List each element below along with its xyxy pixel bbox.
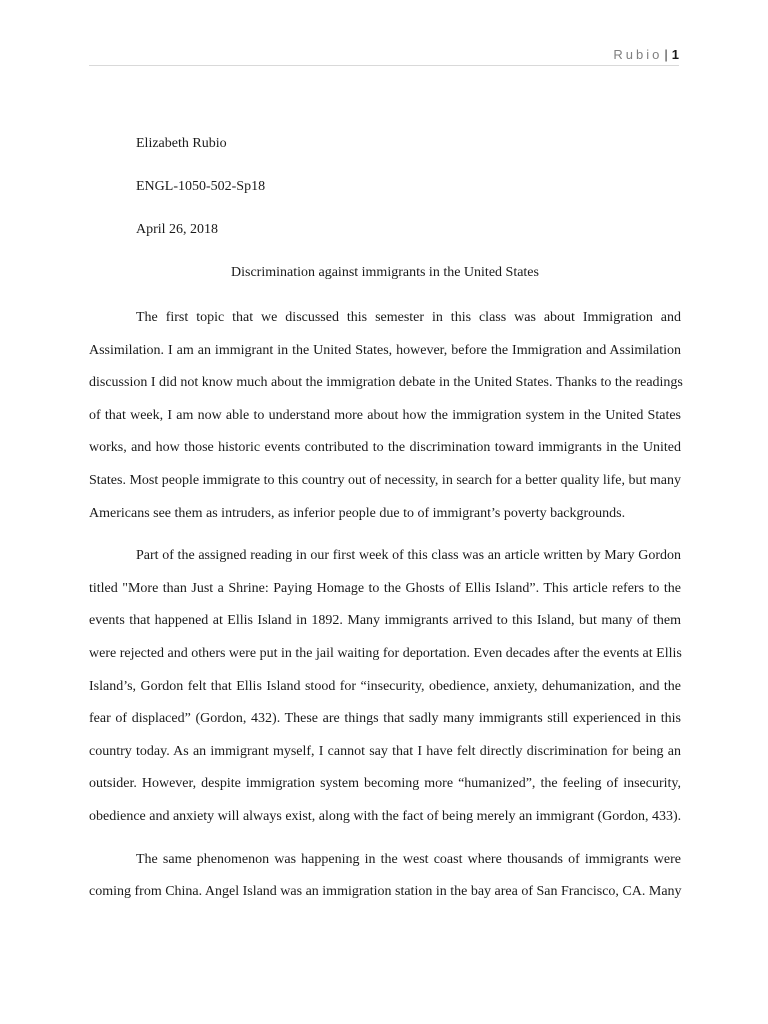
page-number: 1	[671, 47, 679, 62]
text-line: fear of displaced” (Gordon, 432). These are things that sadly many immigrants still experienced in this	[89, 711, 681, 727]
text-line: The first topic that we discussed this semester in this class was about Immigration and	[136, 310, 681, 325]
text-line: coming from China. Angel Island was an immigration station in the bay area of San Francisco, CA. Many	[89, 884, 682, 900]
essay-date: April 26, 2018	[136, 222, 219, 237]
text-line: country today. As an immigrant myself, I cannot say that I have felt directly discrimination for being an	[89, 743, 681, 759]
text-line: Island’s, Gordon felt that Ellis Island stood for “insecurity, obedience, anxiety, dehumanization, and the	[89, 678, 681, 694]
author-name: Elizabeth Rubio	[136, 136, 227, 151]
text-line: were rejected and others were put in the jail waiting for deportation. Even decades after the events at Ellis	[89, 645, 682, 661]
paragraph-3	[89, 844, 681, 909]
text-line: discussion I did not know much about the immigration debate in the United States. Thanks to the readings	[89, 375, 683, 391]
text-line: The same phenomenon was happening in the west coast where thousands of immigrants were	[136, 851, 681, 867]
document-body	[89, 130, 681, 919]
text-line: Part of the assigned reading in our first week of this class was an article written by Mary Gordon	[136, 548, 681, 564]
paragraph-1	[89, 302, 681, 530]
text-line: outsider. However, despite immigration system becoming more “humanized”, the feeling of insecurity,	[89, 776, 681, 792]
text-line: Assimilation. I am an immigrant in the United States, however, before the Immigration and Assimilation	[89, 342, 681, 358]
course-code: ENGL-1050-502-Sp18	[136, 179, 266, 194]
page-header	[613, 46, 679, 64]
header-author: Rubio	[613, 47, 663, 62]
text-line: of that week, I am now able to understand more about how the immigration system in the United States	[89, 407, 681, 423]
paragraph-2	[89, 540, 681, 833]
text-line: works, and how those historic events contributed to the discrimination toward immigrants in the United	[89, 440, 681, 456]
text-line: obedience and anxiety will always exist, along with the fact of being merely an immigrant (Gordon, 433).	[89, 808, 682, 824]
text-line: States. Most people immigrate to this country out of necessity, in search for a better quality life, but many	[89, 472, 682, 488]
header-separator: |	[664, 47, 668, 62]
header-rule	[89, 65, 679, 66]
text-line: titled "More than Just a Shrine: Paying Homage to the Ghosts of Ellis Island”. This article refers to the	[89, 580, 681, 596]
text-line: Americans see them as intruders, as inferior people due to of immigrant’s poverty backgrounds.	[89, 505, 626, 521]
essay-title: Discrimination against immigrants in the United States	[231, 265, 539, 280]
text-line: events that happened at Ellis Island in 1892. Many immigrants arrived to this Island, but many of them	[89, 613, 681, 629]
